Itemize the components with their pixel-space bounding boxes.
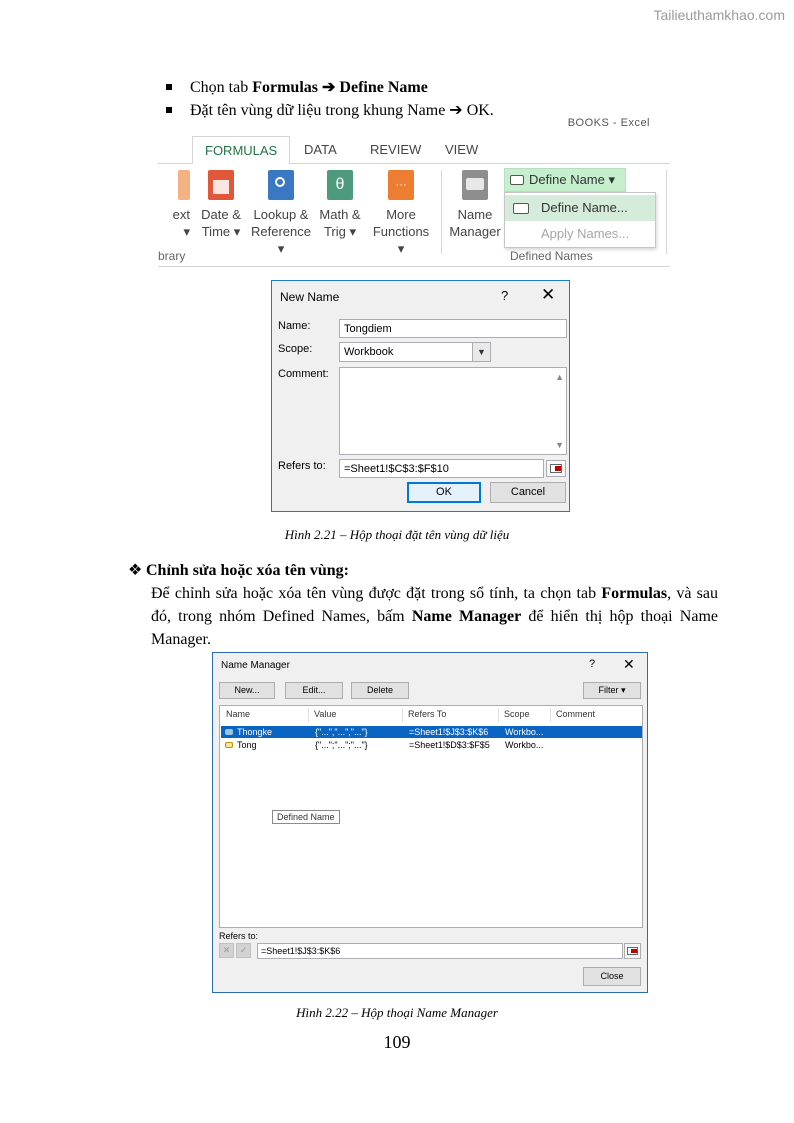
diamond-bullet-icon: ❖ [128, 562, 143, 579]
page-number: 109 [383, 1032, 411, 1052]
define-name-menu [504, 192, 656, 248]
new-button[interactable]: New... [219, 682, 275, 699]
watermark: Tailieuthamkhao.com [653, 7, 785, 23]
lookup-icon [268, 170, 294, 200]
scroll-up-icon[interactable]: ▲ [555, 372, 564, 382]
define-name-menu-icon [513, 203, 529, 214]
ok-button[interactable]: OK [407, 482, 481, 503]
text-icon [178, 170, 190, 200]
name-input[interactable]: Tongdiem [339, 319, 567, 338]
edit-button[interactable]: Edit... [285, 682, 343, 699]
name-manager-icon [462, 170, 488, 200]
chevron-down-icon: ▼ [472, 343, 490, 361]
dialog-title: Name Manager [221, 660, 290, 671]
date-time-button[interactable]: Date & Time ▾ [198, 170, 244, 240]
help-button[interactable]: ? [589, 658, 596, 670]
refers-to-label: Refers to: [278, 460, 326, 472]
refers-to-input[interactable]: =Sheet1!$J$3:$K$6 [257, 943, 623, 959]
lookup-reference-button[interactable]: Lookup & Reference ▾ [250, 170, 312, 257]
tab-view[interactable]: VIEW [445, 142, 479, 157]
scope-select[interactable]: Workbook ▼ [339, 342, 491, 362]
define-name-button[interactable]: Define Name ▾ [504, 168, 626, 192]
theta-icon: θ [327, 170, 353, 200]
scroll-down-icon[interactable]: ▼ [555, 440, 564, 450]
confirm-edit-icon[interactable]: ✓ [236, 943, 251, 958]
col-value[interactable]: Value [314, 709, 337, 719]
step-2: Đặt tên vùng dữ liệu trong khung Name ➔ OK. [164, 99, 494, 122]
define-name-icon [510, 175, 524, 185]
table-row[interactable]: Thongke {"...","...","..."} =Sheet1!$J$3:$K$6 Workbo... [221, 726, 642, 738]
more-functions-button[interactable]: ··· More Functions ▾ [368, 170, 434, 257]
name-manager-dialog [212, 652, 648, 993]
dialog-title: New Name [280, 290, 340, 304]
cancel-button[interactable]: Cancel [490, 482, 566, 503]
tooltip: Defined Name [272, 810, 340, 824]
table-row[interactable]: Tong {"...";"...";"..."} =Sheet1!$D$3:$F$5 Workbo... [221, 739, 642, 751]
math-trig-button[interactable]: θ Math & Trig ▾ [316, 170, 364, 240]
tab-review[interactable]: REVIEW [370, 142, 422, 157]
app-title: BOOKS - Excel [567, 117, 650, 129]
ribbon-tabs [158, 136, 670, 164]
range-picker-icon[interactable] [546, 460, 566, 477]
col-comment[interactable]: Comment [556, 709, 596, 719]
named-range-icon [225, 729, 233, 735]
figure-caption-1: Hình 2.21 – Hộp thoại đặt tên vùng dữ liệu [284, 527, 510, 542]
section-heading: ❖ Chỉnh sửa hoặc xóa tên vùng: [128, 562, 349, 579]
name-manager-button[interactable]: Name Manager [448, 170, 502, 240]
new-name-dialog [271, 280, 570, 512]
comment-textarea[interactable] [339, 367, 567, 455]
named-range-icon [225, 742, 233, 748]
tab-data[interactable]: DATA [304, 142, 337, 157]
cancel-edit-icon[interactable]: ✕ [219, 943, 234, 958]
ribbon-body [158, 164, 670, 267]
section-paragraph: Để chỉnh sửa hoặc xóa tên vùng được đặt trong sổ tính, ta chọn tab Formulas, và sau đó, trong nhóm Defined Names, bấm Name Manager để hiển thị hộp thoại Name Manager. [151, 585, 719, 648]
range-picker-icon[interactable] [624, 943, 641, 959]
menu-define-name[interactable]: Define Name... [505, 195, 655, 221]
excel-ribbon [158, 116, 670, 268]
refers-to-input[interactable]: =Sheet1!$C$3:$F$10 [339, 459, 544, 478]
col-refers-to[interactable]: Refers To [408, 709, 447, 719]
col-name[interactable]: Name [226, 709, 251, 719]
defined-names-label: Defined Names [510, 249, 593, 263]
filter-button[interactable]: Filter ▾ [583, 682, 641, 699]
delete-button[interactable]: Delete [351, 682, 409, 699]
step-1: Chọn tab Formulas ➔ Define Name [164, 76, 494, 99]
close-button[interactable]: ✕ [541, 285, 556, 304]
close-button[interactable]: Close [583, 967, 641, 986]
name-label: Name: [278, 320, 311, 332]
comment-label: Comment: [278, 368, 329, 380]
text-button[interactable]: ext ▾ [158, 170, 190, 240]
menu-apply-names[interactable]: Apply Names... [541, 226, 630, 241]
help-button[interactable]: ? [501, 288, 509, 303]
names-list[interactable] [219, 705, 643, 928]
refers-to-label: Refers to: [219, 931, 259, 941]
tab-formulas[interactable]: FORMULAS [192, 136, 290, 165]
col-scope[interactable]: Scope [504, 709, 530, 719]
close-icon[interactable]: ✕ [623, 656, 635, 672]
function-library-label: brary [158, 249, 186, 263]
calendar-icon [208, 170, 234, 200]
scope-label: Scope: [278, 343, 313, 355]
more-functions-icon: ··· [388, 170, 414, 200]
figure-caption-2: Hình 2.22 – Hộp thoại Name Manager [296, 1005, 498, 1020]
